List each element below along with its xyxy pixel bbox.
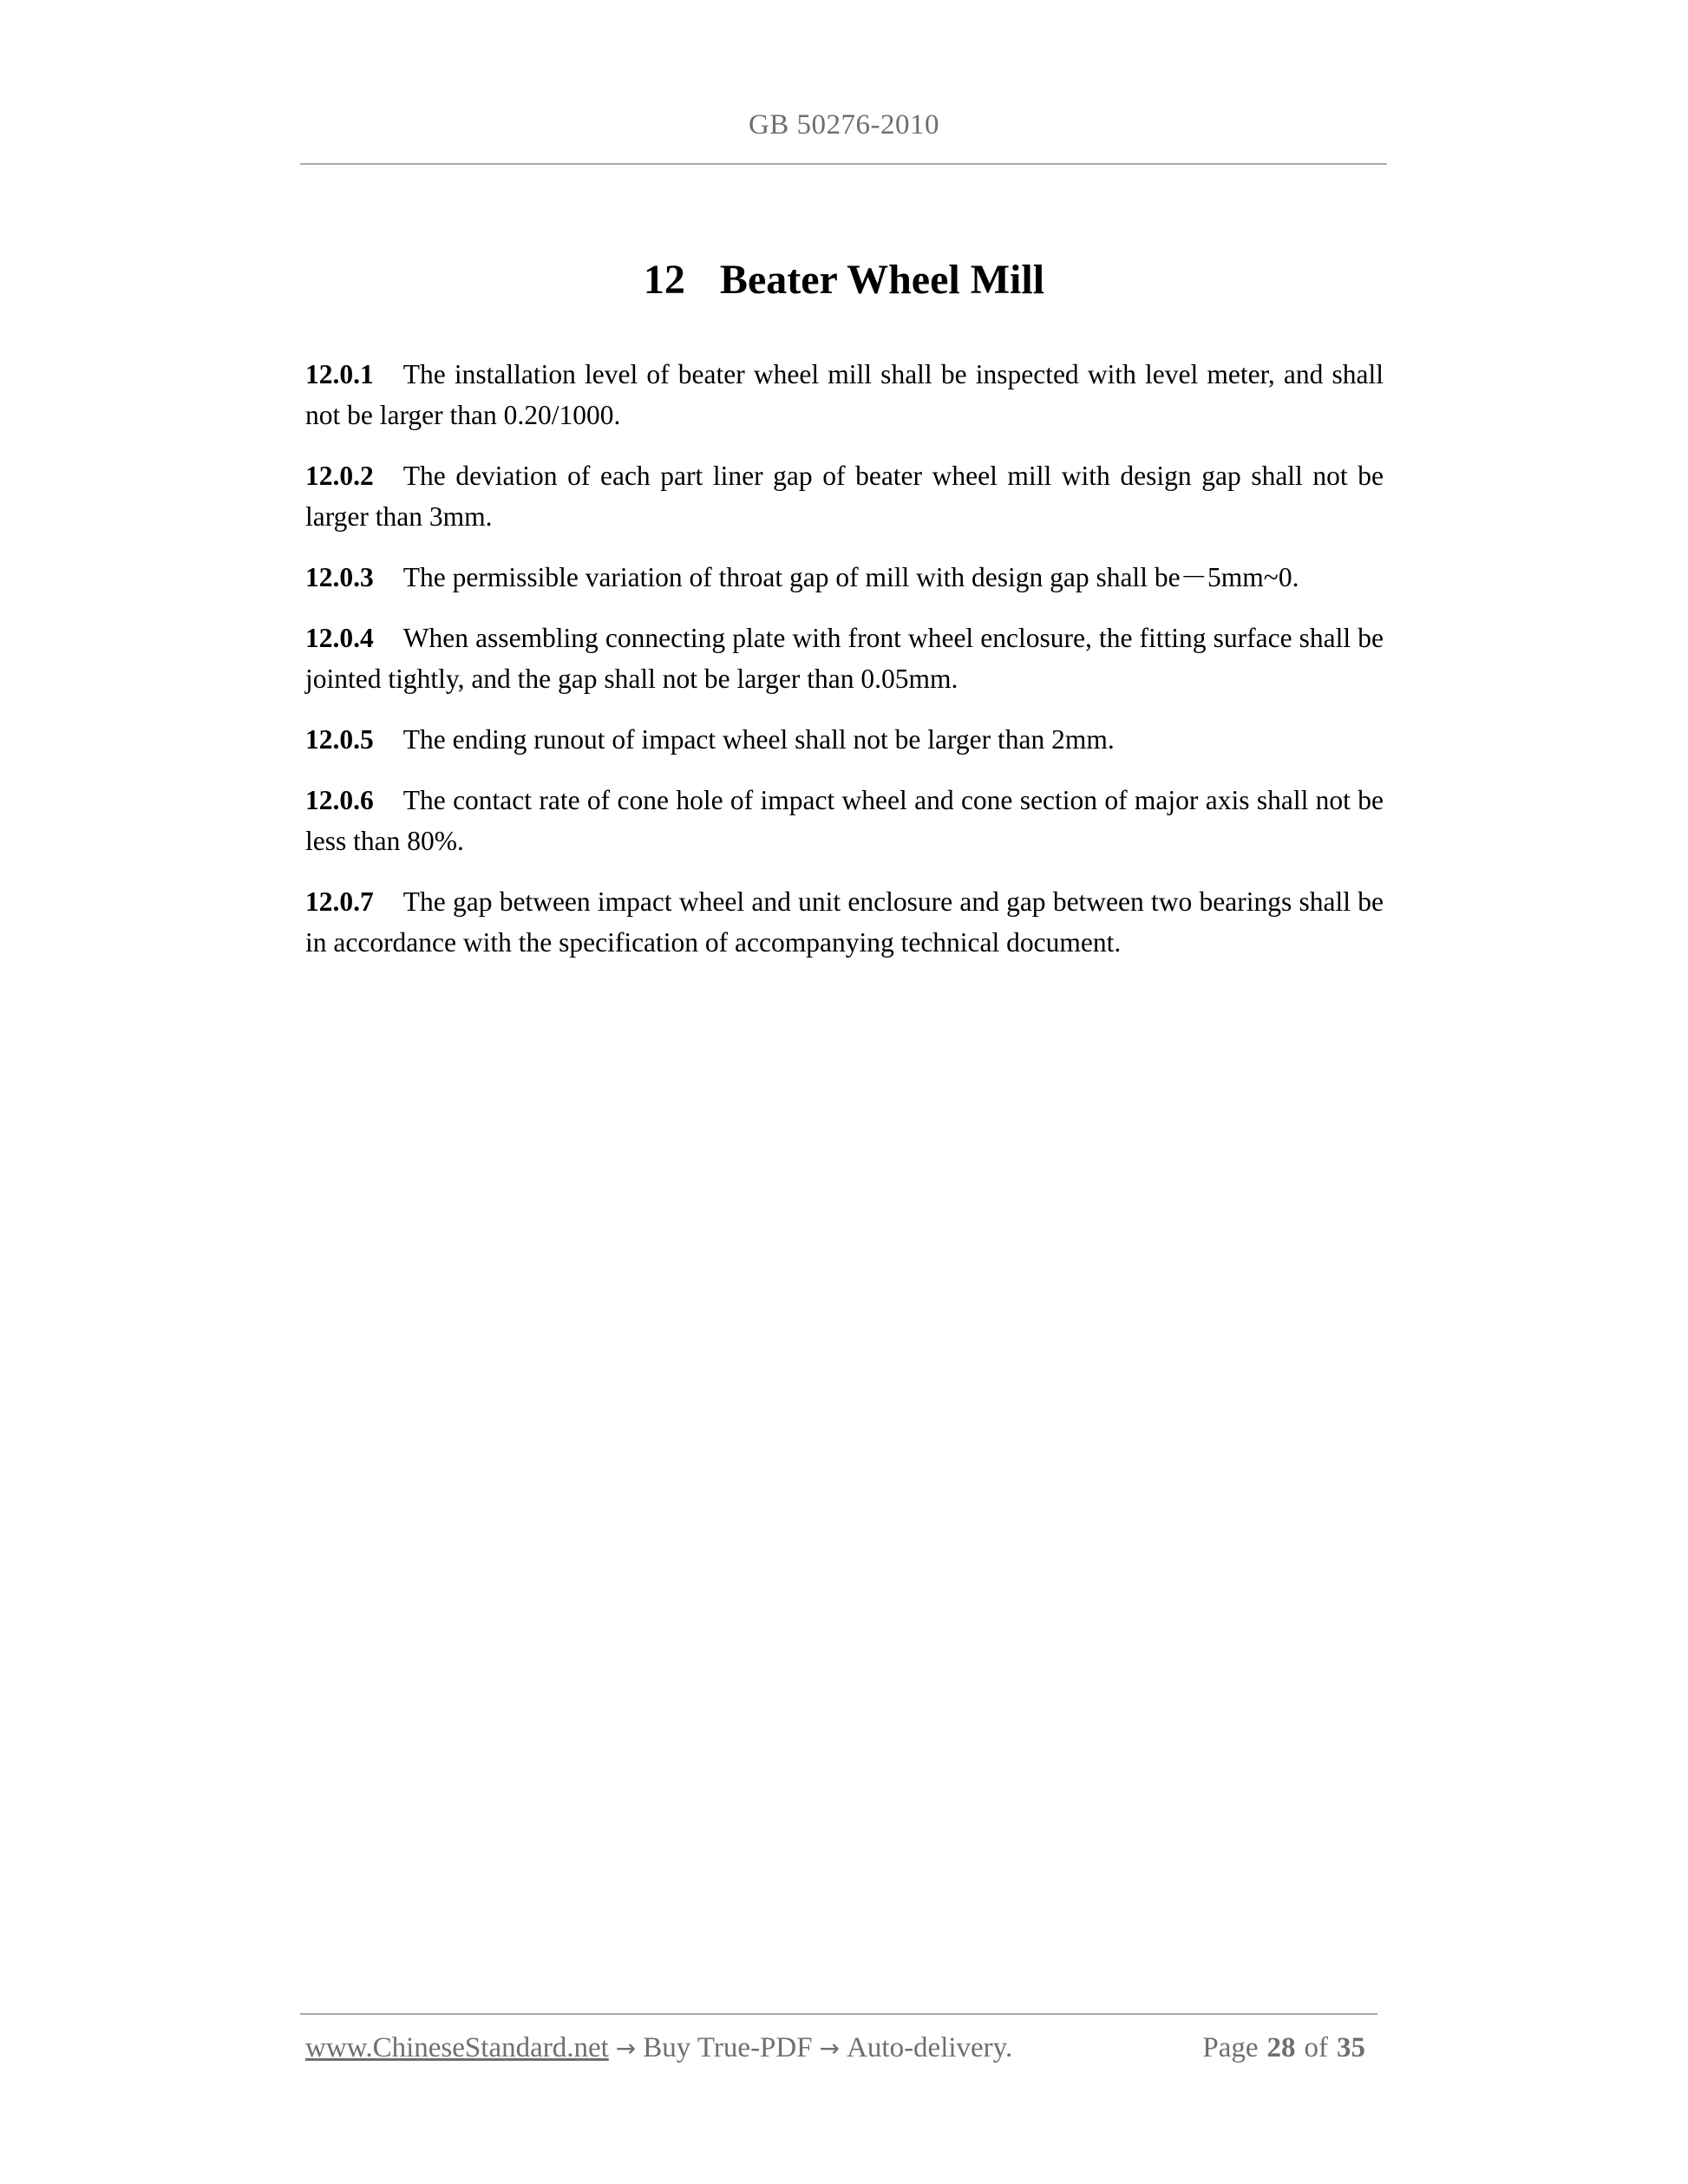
page-footer [305, 2032, 1374, 2064]
chapter-heading: Beater Wheel Mill [719, 257, 1045, 303]
clause-number: 12.0.3 [305, 562, 374, 592]
page-total: 35 [1337, 2032, 1365, 2063]
clause-12-0-6 [305, 780, 1384, 861]
clause-12-0-2 [305, 455, 1384, 537]
clause-number: 12.0.6 [305, 785, 374, 815]
page-header: GB 50276-2010 [748, 109, 940, 141]
clause-number: 12.0.2 [305, 461, 374, 491]
header-divider [300, 163, 1387, 165]
clause-text: When assembling connecting plate with front wheel enclosure, the fitting surface shall be jointed tightly, and the gap shall not be larger than 0.05mm. [305, 623, 1384, 694]
clause-number: 12.0.1 [305, 359, 374, 389]
clause-12-0-7 [305, 881, 1384, 963]
page-of-label: of [1304, 2032, 1328, 2063]
clause-text: The contact rate of cone hole of impact wheel and cone section of major axis shall not be less than 80%. [305, 785, 1384, 856]
arrow-right-icon: → [615, 2034, 637, 2063]
buy-text: Buy True-PDF [643, 2032, 813, 2063]
clause-text: The ending runout of impact wheel shall not be larger than 2mm. [402, 724, 1115, 755]
clause-text: The installation level of beater wheel mill shall be inspected with level meter, and shall not be larger than 0.20/1000. [305, 359, 1384, 430]
page-current: 28 [1266, 2032, 1296, 2063]
chapter-title [0, 256, 1688, 304]
clause-number: 12.0.5 [305, 724, 374, 755]
clause-text: The gap between impact wheel and unit enclosure and gap between two bearings shall be in accordance with the specification of accompanying technical document. [305, 886, 1384, 958]
clause-number: 12.0.4 [305, 623, 374, 653]
clause-12-0-4 [305, 618, 1384, 699]
footer-promo [305, 2032, 1012, 2064]
page-indicator [1202, 2032, 1374, 2064]
clause-number: 12.0.7 [305, 886, 374, 917]
clause-12-0-3 [305, 557, 1384, 598]
website-link[interactable]: www.ChineseStandard.net [305, 2032, 609, 2063]
clause-list [305, 354, 1384, 983]
arrow-right-icon: → [819, 2034, 841, 2063]
chapter-number: 12 [643, 257, 685, 303]
clause-12-0-5 [305, 719, 1384, 760]
clause-text: The deviation of each part liner gap of beater wheel mill with design gap shall not be larger than 3mm. [305, 461, 1384, 532]
clause-12-0-1 [305, 354, 1384, 435]
page-label: Page [1202, 2032, 1259, 2063]
clause-text: The permissible variation of throat gap of mill with design gap shall be－5mm~0. [402, 562, 1299, 592]
footer-divider [300, 2013, 1377, 2015]
delivery-text: Auto-delivery. [847, 2032, 1013, 2063]
